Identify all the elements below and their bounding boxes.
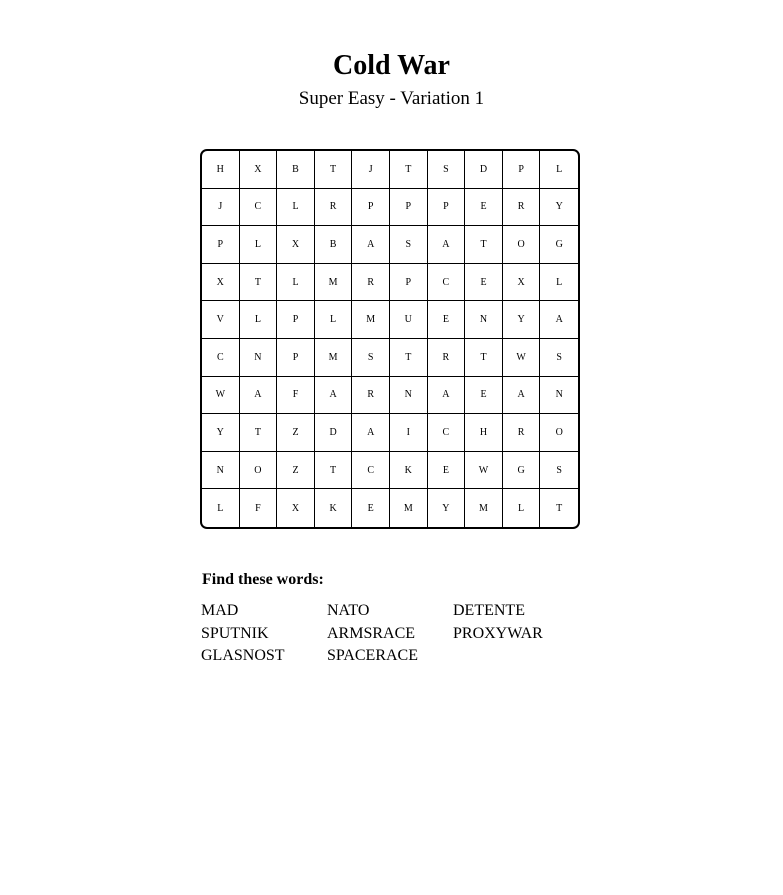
grid-cell: B [277,151,315,189]
grid-cell: T [465,339,503,377]
word-list-item: SPACERACE [327,647,418,664]
grid-cell: E [352,489,390,527]
grid-cell: R [503,414,541,452]
grid-cell: T [240,264,278,302]
word-list-item: ARMSRACE [327,624,416,642]
grid-cell: F [240,489,278,527]
grid-cell: N [465,301,503,339]
grid-cell: G [503,452,541,490]
word-search-grid [200,149,580,529]
grid-cell: S [352,339,390,377]
grid-cell: O [540,414,578,452]
grid-cell: T [315,452,353,490]
grid-cell: E [428,452,466,490]
grid-cell: N [202,452,240,490]
grid-cell: L [277,264,315,302]
grid-cell: B [315,226,353,264]
grid-cell: A [503,377,541,415]
grid-cell: L [540,151,578,189]
grid-cell: P [277,339,315,377]
grid-cell: N [540,377,578,415]
word-list-item: MAD [201,602,239,619]
grid-cell: C [240,189,278,227]
grid-cell: X [202,264,240,302]
grid-cell: S [390,226,428,264]
grid-cell: C [428,264,466,302]
word-list [201,600,579,668]
grid-cell: A [352,226,390,264]
word-list-item: GLASNOST [201,647,285,664]
grid-cell: H [465,414,503,452]
grid-cell: W [202,377,240,415]
puzzle-title: Cold War [333,50,450,81]
grid-cell: V [202,301,240,339]
grid-cell: L [240,226,278,264]
grid-cell: F [277,377,315,415]
grid-cell: T [390,151,428,189]
grid-cell: X [277,489,315,527]
grid-cell: H [202,151,240,189]
grid-cell: A [315,377,353,415]
grid-cell: M [465,489,503,527]
word-list-item: PROXYWAR [453,624,543,642]
grid-cell: T [240,414,278,452]
grid-cell: Y [202,414,240,452]
grid-cell: A [352,414,390,452]
grid-cell: A [428,377,466,415]
grid-cell: C [202,339,240,377]
grid-cell: X [503,264,541,302]
grid-cell: P [503,151,541,189]
grid-cell: K [315,489,353,527]
grid-cell: N [390,377,428,415]
grid-cell: E [465,189,503,227]
grid-cell: O [240,452,278,490]
grid-cell: Y [503,301,541,339]
grid-cell: E [428,301,466,339]
grid-cell: Z [277,414,315,452]
grid-cell: A [240,377,278,415]
grid-cell: D [465,151,503,189]
word-list-item: DETENTE [453,602,525,619]
grid-cell: M [315,339,353,377]
grid-cell: L [540,264,578,302]
grid-cell: P [390,189,428,227]
grid-cell: P [277,301,315,339]
grid-cell: D [315,414,353,452]
grid-cell: M [390,489,428,527]
grid-cell: R [352,264,390,302]
puzzle-subtitle: Super Easy - Variation 1 [298,88,485,109]
grid-cell: S [540,452,578,490]
grid-cell: L [315,301,353,339]
grid-cell: O [503,226,541,264]
grid-cell: P [390,264,428,302]
grid-cell: R [503,189,541,227]
grid-cell: Y [428,489,466,527]
grid-cell: Y [540,189,578,227]
grid-cell: X [277,226,315,264]
grid-cell: P [428,189,466,227]
grid-cell: M [352,301,390,339]
grid-cell: G [540,226,578,264]
grid-cell: C [352,452,390,490]
grid-cell: P [352,189,390,227]
grid-cell: J [202,189,240,227]
word-list-item: SPUTNIK [201,624,269,642]
word-list-item: NATO [327,602,370,619]
grid-cell: R [428,339,466,377]
grid-cell: X [240,151,278,189]
grid-cell: E [465,264,503,302]
grid-cell: S [540,339,578,377]
grid-cell: C [428,414,466,452]
grid-cell: K [390,452,428,490]
grid-cell: T [556,502,563,514]
grid-cell: L [240,301,278,339]
grid-cell: R [352,377,390,415]
grid-cell: S [428,151,466,189]
grid-cell: J [352,151,390,189]
grid-cell: P [202,226,240,264]
grid-cell: I [390,414,428,452]
grid-cell: R [315,189,353,227]
grid-cell: T [390,339,428,377]
grid-cell: A [540,301,578,339]
grid-cell: W [465,452,503,490]
word-list-heading: Find these words: [202,571,324,588]
grid-cell: W [503,339,541,377]
grid-cell: Z [277,452,315,490]
grid-cell: E [465,377,503,415]
grid-cell: L [503,489,541,527]
grid-cell: L [277,189,315,227]
grid-cell: T [315,151,353,189]
grid-cell: M [315,264,353,302]
grid-cell: T [465,226,503,264]
grid-cell: L [202,489,240,527]
grid-cell: A [428,226,466,264]
grid-cell: N [240,339,278,377]
grid-cell: U [390,301,428,339]
